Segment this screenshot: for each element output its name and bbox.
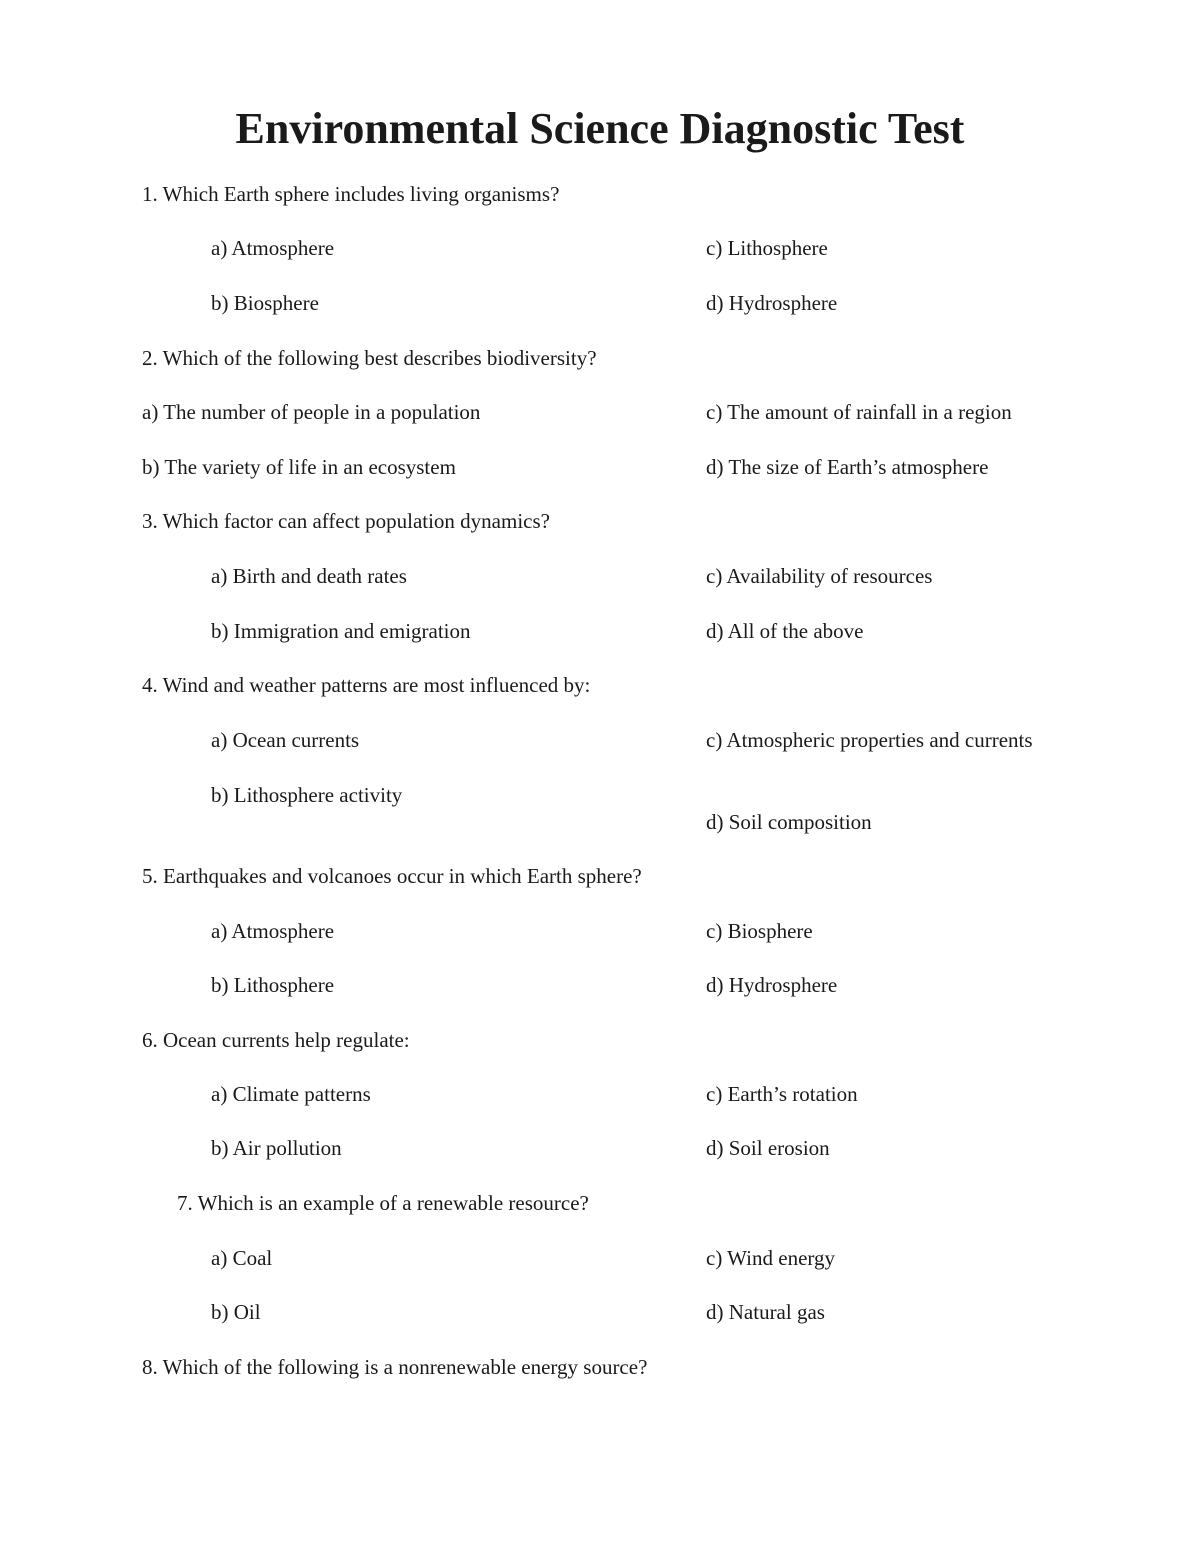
question-6-option-a: a) Climate patterns: [211, 1082, 371, 1106]
question-2-option-a: a) The number of people in a population: [142, 400, 481, 424]
page-title: Environmental Science Diagnostic Test: [235, 104, 965, 153]
question-1-prompt: 1. Which Earth sphere includes living organisms?: [142, 182, 560, 206]
question-6-option-d: d) Soil erosion: [706, 1136, 830, 1160]
question-2-option-b: b) The variety of life in an ecosystem: [142, 455, 456, 479]
question-6-option-c: c) Earth’s rotation: [706, 1082, 858, 1106]
question-4-option-a: a) Ocean currents: [211, 728, 360, 752]
question-7-prompt: 7. Which is an example of a renewable resource?: [177, 1191, 589, 1215]
question-7-option-c: c) Wind energy: [706, 1246, 836, 1270]
question-5-prompt: 5. Earthquakes and volcanoes occur in which Earth sphere?: [142, 864, 642, 888]
question-4-option-c: c) Atmospheric properties and currents: [706, 728, 1033, 752]
question-2-option-c: c) The amount of rainfall in a region: [706, 400, 1012, 424]
question-7-option-b: b) Oil: [211, 1300, 261, 1324]
question-3-option-a: a) Birth and death rates: [211, 564, 407, 588]
question-3-option-d: d) All of the above: [706, 619, 864, 643]
question-1-option-c: c) Lithosphere: [706, 236, 828, 260]
question-3-prompt: 3. Which factor can affect population dynamics?: [142, 509, 550, 533]
question-5-option-c: c) Biosphere: [706, 919, 813, 943]
question-5-option-b: b) Lithosphere: [211, 973, 335, 997]
question-7-option-d: d) Natural gas: [706, 1300, 825, 1324]
question-3-option-b: b) Immigration and emigration: [211, 619, 471, 643]
question-5-option-d: d) Hydrosphere: [706, 973, 838, 997]
question-2-prompt: 2. Which of the following best describes biodiversity?: [142, 346, 597, 370]
question-1-option-b: b) Biosphere: [211, 291, 319, 315]
question-3-option-c: c) Availability of resources: [706, 564, 933, 588]
question-4-prompt: 4. Wind and weather patterns are most influenced by:: [142, 673, 591, 697]
question-5-option-a: a) Atmosphere: [211, 919, 335, 943]
question-8-prompt: 8. Which of the following is a nonrenewable energy source?: [142, 1355, 648, 1379]
question-6-prompt: 6. Ocean currents help regulate:: [142, 1028, 410, 1052]
question-7-option-a: a) Coal: [211, 1246, 273, 1270]
question-4-option-d: d) Soil composition: [706, 810, 872, 834]
question-6-option-b: b) Air pollution: [211, 1136, 342, 1160]
question-1-option-d: d) Hydrosphere: [706, 291, 838, 315]
question-1-option-a: a) Atmosphere: [211, 236, 335, 260]
question-2-option-d: d) The size of Earth’s atmosphere: [706, 455, 989, 479]
question-4-option-b: b) Lithosphere activity: [211, 783, 403, 807]
